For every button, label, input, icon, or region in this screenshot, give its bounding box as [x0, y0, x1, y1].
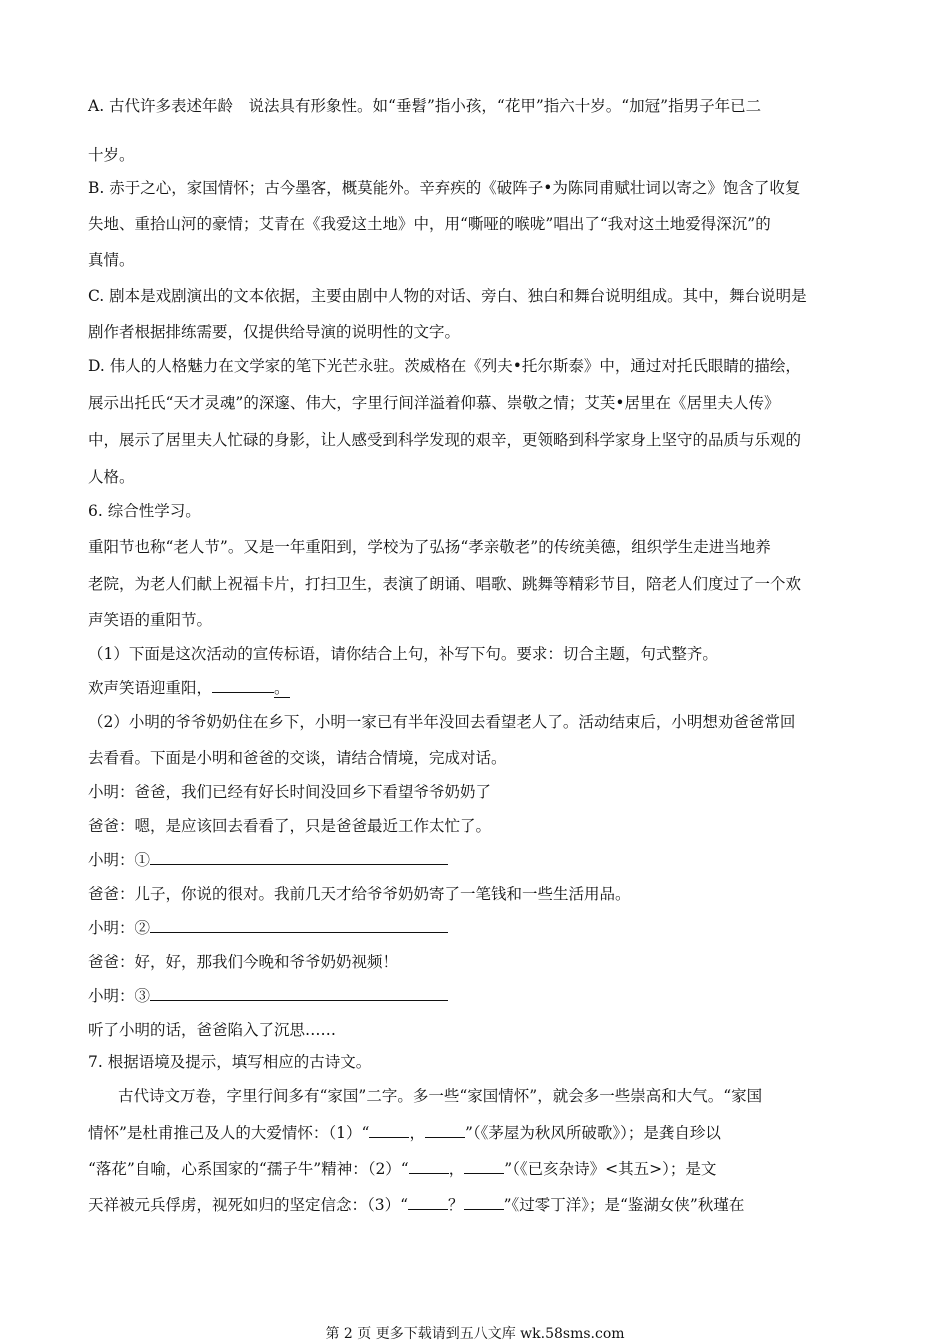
dialogue-blank-3[interactable]: [150, 986, 448, 1001]
option-d-line-2: 展示出托氏“天才灵魂”的深邃、伟大，字里行间洋溢着仰慕、崇敬之情；艾芙•居里在《居里夫人传》: [88, 394, 780, 412]
question-7-line-4: [88, 1195, 868, 1215]
option-c-line-2: 剧作者根据排练需要，仅提供给导演的说明性的文字。: [88, 323, 461, 341]
q7-line-3-comma: ，: [448, 1160, 465, 1178]
page-footer: 第 2 页 更多下载请到五八文库 wk.58sms.com: [325, 1326, 625, 1342]
q7-line-4-question-mark: ？: [448, 1196, 464, 1214]
dialogue-5: 小明：②: [88, 919, 151, 937]
slogan-text: 欢声笑语迎重阳，: [88, 679, 213, 697]
question-7-line-1: 古代诗文万卷，字里行间多有“家国”二字。多一些“家国情怀”，就会多一些崇高和大气。“家国: [118, 1087, 763, 1105]
dialogue-7: 小明：③: [88, 987, 151, 1005]
question-6-intro-1: 重阳节也称“老人节”。又是一年重阳到，学校为了弘扬“孝亲敬老”的传统美德，组织学生走进当地养: [88, 538, 771, 556]
slogan-end: 。: [274, 679, 290, 697]
question-6-part-2-line-2: 去看看。下面是小明和爸爸的交谈，请结合情境，完成对话。: [88, 749, 507, 767]
option-d-line-4: 人格。: [88, 468, 135, 486]
poem-blank-3b[interactable]: [464, 1195, 504, 1210]
dialogue-4: 爸爸：儿子，你说的很对。我前几天才给爷爷奶奶寄了一笔钱和一些生活用品。: [88, 885, 631, 903]
option-a-line-2: 十岁。: [88, 146, 135, 164]
dialogue-8: 听了小明的话，爸爸陷入了沉思……: [88, 1021, 337, 1039]
question-6-part-2-line-1: （2）小明的爷爷奶奶住在乡下，小明一家已有半年没回去看望老人了。活动结束后，小明想劝爸爸常回: [88, 713, 796, 731]
dialogue-2: 爸爸：嗯，是应该回去看看了，只是爸爸最近工作太忙了。: [88, 817, 492, 835]
question-7-line-2: [88, 1123, 868, 1143]
q7-line-2-text-a: 情怀”是杜甫推己及人的大爱情怀：（1）“: [88, 1124, 370, 1142]
question-6-part-1: （1）下面是这次活动的宣传标语，请你结合上句，补写下句。要求：切合主题，句式整齐。: [88, 645, 718, 663]
option-d-line-3: 中，展示了居里夫人忙碌的身影，让人感受到科学发现的艰辛，更领略到科学家身上坚守的品质与乐观的: [88, 431, 802, 449]
question-7-title: 7. 根据语境及提示，填写相应的古诗文。: [88, 1053, 372, 1071]
option-d-line-1: D. 伟人的人格魅力在文学家的笔下光芒永驻。茨威格在《列夫•托尔斯泰》中，通过对托氏眼睛的描绘，: [88, 357, 801, 375]
option-a-line-1: A. 古代许多表述年龄 说法具有形象性。如“垂髫”指小孩，“花甲”指六十岁。“加冠”指男子年已二: [88, 97, 762, 115]
dialogue-blank-2[interactable]: [150, 918, 448, 933]
q7-line-3-text-c: ”（《已亥杂诗》<其五>）；是文: [504, 1160, 717, 1178]
dialogue-1: 小明：爸爸，我们已经有好长时间没回乡下看望爷爷奶奶了: [88, 783, 492, 801]
option-b-line-1: B. 赤于之心，家国情怀；古今墨客，概莫能外。辛弃疾的《破阵子•为陈同甫赋壮词以寄之》饱含了收复: [88, 179, 801, 197]
q7-line-2-text-c: ”（《茅屋为秋风所破歌》）；是龚自珍以: [464, 1124, 721, 1142]
dialogue-6: 爸爸：好，好，那我们今晚和爷爷奶奶视频！: [88, 953, 399, 971]
option-c-line-1: C. 剧本是戏剧演出的文本依据，主要由剧中人物的对话、旁白、独白和舞台说明组成。其中，舞台说明是: [88, 287, 807, 305]
option-b-line-3: 真情。: [88, 251, 135, 269]
dialogue-7-line: [88, 986, 868, 1006]
question-7-line-3: [88, 1159, 868, 1179]
slogan-blank[interactable]: [212, 678, 274, 693]
dialogue-3: 小明：①: [88, 851, 151, 869]
poem-blank-2a[interactable]: [409, 1159, 449, 1174]
option-b-line-2: 失地、重拾山河的豪情；艾青在《我爱这土地》中，用“嘶哑的喉咙”唱出了“我对这土地爱得深沉”的: [88, 215, 771, 233]
q7-line-4-text-a: 天祥被元兵俘虏，视死如归的坚定信念：（3）“: [88, 1196, 409, 1214]
dialogue-blank-1[interactable]: [150, 850, 448, 865]
poem-blank-1b[interactable]: [425, 1123, 465, 1138]
question-6-intro-2: 老院，为老人们献上祝福卡片，打扫卫生，表演了朗诵、唱歌、跳舞等精彩节目，陪老人们度过了一个欢: [88, 575, 802, 593]
dialogue-5-line: [88, 918, 868, 938]
question-6-title: 6. 综合性学习。: [88, 502, 201, 520]
poem-blank-1a[interactable]: [369, 1123, 409, 1138]
poem-blank-2b[interactable]: [464, 1159, 504, 1174]
dialogue-3-line: [88, 850, 868, 870]
q7-line-4-text-c: ”《过零丁洋》；是“鉴湖女侠”秋瑾在: [503, 1196, 745, 1214]
question-6-intro-3: 声笑语的重阳节。: [88, 611, 213, 629]
slogan-line: [88, 678, 868, 698]
q7-line-2-comma: ，: [409, 1124, 425, 1142]
poem-blank-3a[interactable]: [408, 1195, 448, 1210]
q7-line-3-text-a: “落花”自喻，心系国家的“孺子牛”精神：（2）“: [88, 1160, 409, 1178]
